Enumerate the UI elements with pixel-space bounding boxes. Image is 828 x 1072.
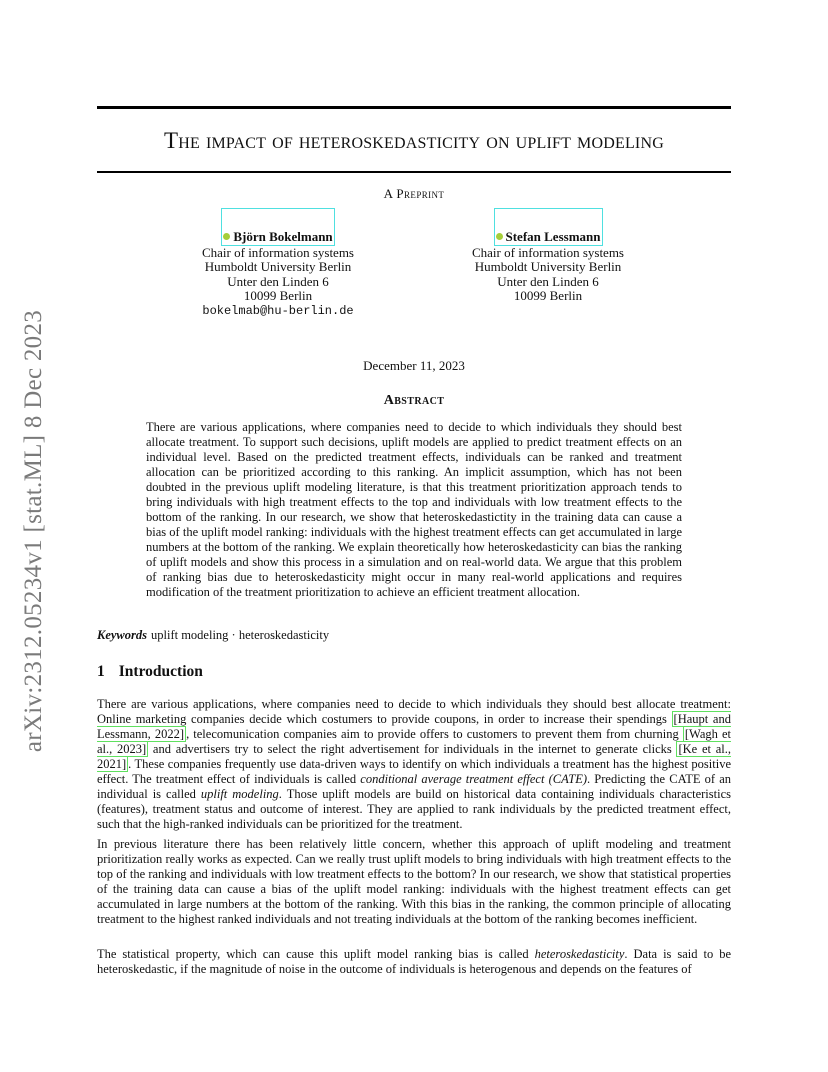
text-span: , telecomunication companies aim to provide offers to customers to prevent them from churning <box>186 727 683 741</box>
orcid-icon[interactable] <box>496 233 503 240</box>
author-street: Unter den Linden 6 <box>227 273 329 289</box>
author-block-2 <box>418 230 678 304</box>
emphasis: uplift modeling <box>200 787 279 801</box>
paper-title: The impact of heteroskedasticity on uplift modeling <box>164 128 664 153</box>
author-affiliation: Chair of information systems <box>201 244 354 260</box>
author-institution: Humboldt University Berlin <box>204 259 352 274</box>
text-span: . These companies frequently use data-driven ways to identify on which individuals a treatment has the highest positive effect. The treatment effect of individuals is called <box>97 757 731 786</box>
text-span: . Data is said to be heteroskedastic, if the magnitude of noise in the outcome of individuals is heterogenous and depends on the features of <box>97 947 732 976</box>
title-rule-top <box>97 106 731 109</box>
author-affiliation: Chair of information systems <box>471 244 624 260</box>
preprint-label: A Preprint <box>383 186 445 201</box>
text-span: There are various applications, where companies need to decide to which individuals they should best allocate treatment: Online marketing companies decide which costumers to provide coupons, in order to increase their spendings <box>97 697 731 726</box>
citation-link[interactable]: [Ke et al., 2021] <box>97 742 731 771</box>
section-heading <box>97 663 203 681</box>
author-city: 10099 Berlin <box>513 288 583 303</box>
arxiv-stamp[interactable]: arXiv:2312.05234v1 [stat.ML] 8 Dec 2023 <box>20 309 47 753</box>
author-email[interactable]: bokelmab@hu-berlin.de <box>202 303 354 318</box>
text-span: and advertisers try to select the right advertisement for individuals in the internet to generate clicks <box>148 742 677 756</box>
emphasis: conditional average treatment effect (CATE) <box>360 772 588 786</box>
intro-paragraph-1 <box>97 697 731 832</box>
author-block-1 <box>148 230 408 318</box>
orcid-icon[interactable] <box>223 233 230 240</box>
abstract-text: There are various applications, where companies need to decide to which individuals they should best allocate treatment. To support such decisions, uplift models are applied to predict treatment effects on an individual level. Based on the predicted treatment effects, individuals can be ranked and treatment allocation can be prioritized according to this ranking. An implicit assumption, which has not been doubted in the previous uplift modeling literature, is that this treatment prioritization approach tends to bring individuals with high treatment effects to the top and individuals with low treatment effects to the bottom of the ranking. In our research, we show that heteroskedastictity in the training data can cause a bias of the uplift model ranking: individuals with the highest treatment effects can get accumulated in large numbers at the bottom of the ranking. We explain theoretically how heteroskedasticity can bias the ranking of uplift models and show this process in a simulation and on real-world data. We argue that this problem of ranking bias due to heteroskedasticity might occur in many real-world applications and requires modification of the treatment prioritization to achieve an efficient treatment allocation. <box>146 420 682 599</box>
author-link-2[interactable] <box>494 208 603 246</box>
author-name: Stefan Lessmann <box>505 229 601 244</box>
paper-date: December 11, 2023 <box>363 358 465 373</box>
abstract-heading: Abstract <box>383 393 445 408</box>
section-title: Introduction <box>118 663 203 680</box>
title-rule-bottom <box>97 171 731 173</box>
text-span: . Those uplift models are build on historical data containing individuals characteristics (features), treatment status and outcome of interest. They are applied to rank individuals by the predicted treatment effect, such that the high-ranked individuals can be prioritized for the treatment. <box>97 787 732 831</box>
author-link-1[interactable] <box>221 208 334 246</box>
text-span: The statistical property, which can cause this uplift model ranking bias is called <box>97 947 535 961</box>
keywords-line <box>97 628 329 643</box>
text-span: . Predicting the CATE of an individual is called <box>97 772 731 801</box>
intro-paragraph-3 <box>97 947 731 977</box>
author-street: Unter den Linden 6 <box>497 273 599 289</box>
keywords-label: Keywords <box>97 628 147 642</box>
section-number: 1 <box>97 663 105 680</box>
citation-link[interactable]: [Haupt and Lessmann, 2022] <box>97 712 731 741</box>
intro-paragraph-2: In previous literature there has been relatively little concern, whether this approach of uplift modeling and treatment prioritization really works as expected. Can we really trust uplift models to bring individuals with high treatment effects to the top of the ranking and individuals with low treatment effects to the bottom? In our research, we show that statistical properties of the training data can cause a bias of the uplift model ranking: individuals with the highest treatment effects can get accumulated in large numbers at the bottom of the ranking. With this bias in the ranking, the common principle of allocating treatment to the highest ranked individuals and not treating individuals at the bottom of the ranking becomes inefficient. <box>97 837 731 926</box>
keywords-text: uplift modeling · heteroskedasticity <box>151 628 330 642</box>
author-institution: Humboldt University Berlin <box>474 259 622 274</box>
author-name: Björn Bokelmann <box>233 229 333 244</box>
citation-link[interactable]: [Wagh et al., 2023] <box>97 727 731 756</box>
author-city: 10099 Berlin <box>243 288 313 303</box>
emphasis: heteroskedasticity <box>534 947 625 961</box>
